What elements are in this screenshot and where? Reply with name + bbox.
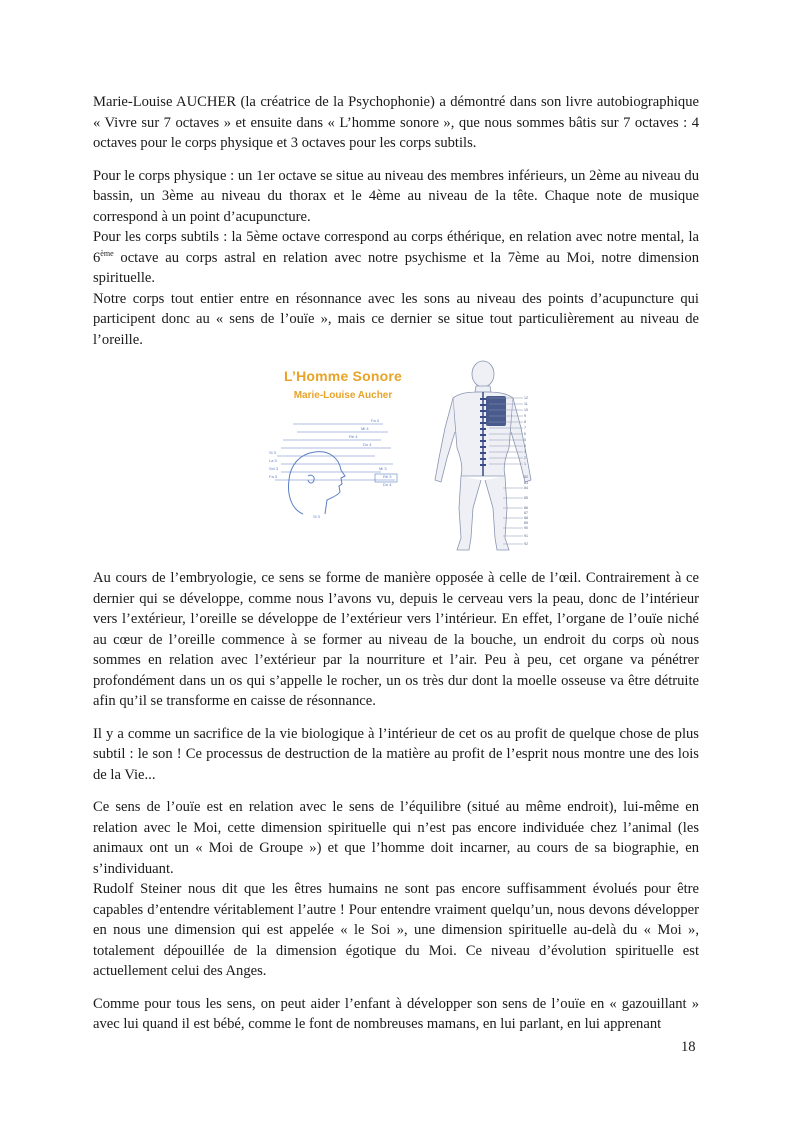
body-label: 83 xyxy=(524,481,528,485)
body-label: 88 xyxy=(524,516,528,520)
body-label: 90 xyxy=(524,526,528,530)
body-label: 11 xyxy=(524,402,528,406)
head-label: Si 3 xyxy=(269,450,276,455)
body-label: 8 xyxy=(524,420,526,424)
head-label: Fa 3 xyxy=(269,474,278,479)
head-label: Sol 3 xyxy=(269,466,279,471)
book-cover-illustration xyxy=(263,366,423,519)
head-profile-diagram xyxy=(263,414,423,524)
body-label: 9 xyxy=(524,414,526,418)
page-number: 18 xyxy=(681,1039,696,1055)
paragraph-steiner: Rudolf Steiner nous dit que les êtres humains ne sont pas encore suffisamment évolués pour être capables d’entendre véritablement l’autre ! Pour entendre vraiment quelqu’un, nous devons développer en nous une dimension qui est appelée « le Soi », une dimension spirituelle au-delà du « Moi », totalement dépouillée de la dimension égotique du Moi. Ce niveau d’évolution spirituelle est actuellement celui des Anges. xyxy=(93,881,699,979)
body-label: 85 xyxy=(524,496,528,500)
paragraph-resonance: Notre corps tout entier entre en résonnance avec les sons au niveau des points d’acupuncture qui participent donc au « sens de l’ouïe », mais ce dernier se situe tout particulièrement au niveau de l’oreille. xyxy=(93,290,699,348)
illustration-figure xyxy=(93,358,699,558)
paragraph-embryology: Au cours de l’embryologie, ce sens se forme de manière opposée à celle de l’œil. Contrairement à ce dernier qui se développe, comme nous l’avons vu, depuis le cerveau vers la peau, donc de l’intérieur vers l’extérieur, l’oreille se développe de l’extérieur vers l’intérieur. En effet, l’organe de l’ouïe niché au cœur de l’oreille commence à se former au niveau de la bouche, un endroit du corps où nous sommes en relation avec l’extérieur par la nourriture et l’air. Peu à peu, cet organe va pénétrer profondément dans un os qui s’appelle le rocher, un os très dur dont la moelle osseuse va être détruite afin qu’il se transforme en caisse de résonnance. xyxy=(93,570,699,709)
body-label: 87 xyxy=(524,511,528,515)
paragraph-children: Comme pour tous les sens, on peut aider l’enfant à développer son sens de l’ouïe en « gazouillant » avec lui quand il est bébé, comme le font de nombreuses mamans, en lui parlant, en lui apprenant xyxy=(93,995,699,1032)
head-label: Fa 4 xyxy=(371,418,380,423)
paragraph-subtle-bodies xyxy=(93,227,699,289)
head-label: Ré 4 xyxy=(349,434,358,439)
body-label: 89 xyxy=(524,521,528,525)
subtle-bodies-text-start: Pour les corps subtils : la 5ème octave correspond au corps éthérique, en relation avec notre mental, la 6 xyxy=(93,229,699,266)
body-label: 10 xyxy=(524,408,528,412)
book-author: Marie-Louise Aucher xyxy=(293,390,393,401)
paragraph-balance: Ce sens de l’ouïe est en relation avec le sens de l’équilibre (situé au même endroit), lui-même en relation avec le Moi, cette dimension spirituelle qui n’est pas encore individuée chez l’animal (les animaux ont un « Moi de Groupe ») et que l’homme doit incarner, au cours de sa biographie, en s’individuant. xyxy=(93,799,699,877)
body-label: 12 xyxy=(524,396,528,400)
body-label: 84 xyxy=(524,486,528,490)
head-label: Do 4 xyxy=(363,442,372,447)
subtle-bodies-text-end: octave au corps astral en relation avec notre psychisme et la 7ème au Moi, notre dimension spirituelle. xyxy=(93,249,699,286)
head-label: Mi 4 xyxy=(361,426,369,431)
human-body-back-diagram xyxy=(431,358,571,554)
body-label: 4 xyxy=(524,444,526,448)
paragraph-physical-body: Pour le corps physique : un 1er octave se situe au niveau des membres inférieurs, un 2ème au niveau du bassin, un 3ème au niveau du thorax et le 4ème au niveau de la tête. Chaque note de musique correspond à un point d’acupuncture. xyxy=(93,167,699,225)
superscript-eme: ème xyxy=(100,248,114,258)
body-label: 92 xyxy=(524,542,528,546)
head-label: Mi 3 xyxy=(379,466,387,471)
body-label: 1 xyxy=(524,462,526,466)
body-label: 2 xyxy=(524,456,526,460)
body-label: 91 xyxy=(524,534,528,538)
main-text xyxy=(93,92,699,1035)
body-label: 86 xyxy=(524,506,528,510)
head-label: Si 3 xyxy=(313,514,320,519)
body-label: 82 xyxy=(524,475,528,479)
body-label: 7 xyxy=(524,426,526,430)
body-label: 6 xyxy=(524,432,526,436)
body-label: 3 xyxy=(524,450,526,454)
body-label: 5 xyxy=(524,438,526,442)
book-title: L’Homme Sonore xyxy=(284,368,402,384)
paragraph-sacrifice: Il y a comme un sacrifice de la vie biologique à l’intérieur de cet os au profit de quelque chose de plus subtil : le son ! Ce processus de destruction de la matière au profit de l’esprit nous montre une des lois de la Vie... xyxy=(93,725,699,783)
head-label: Do 4 xyxy=(383,482,392,487)
paragraph-aucher-intro: Marie-Louise AUCHER (la créatrice de la Psychophonie) a démontré dans son livre autobiographique « Vivre sur 7 octaves » et ensuite dans « L’homme sonore », que nous sommes bâtis sur 7 octaves : 4 octaves pour le corps physique et 3 octaves pour les corps subtils. xyxy=(93,94,699,151)
head-label: La 3 xyxy=(269,458,277,463)
head-label: Ré 3 xyxy=(383,474,392,479)
